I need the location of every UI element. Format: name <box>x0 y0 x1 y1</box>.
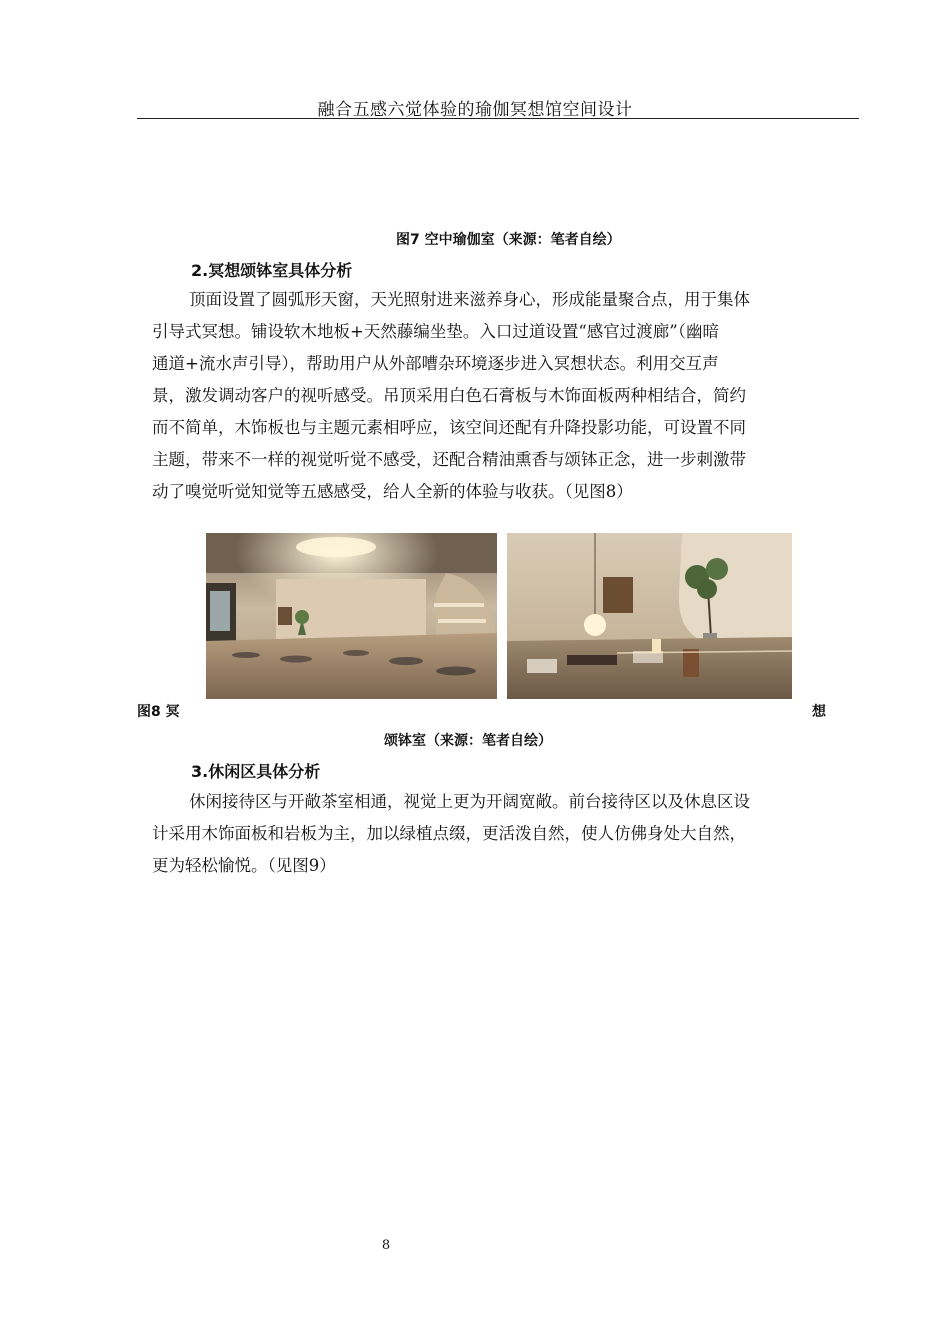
paragraph-line: 引导式冥想。铺设软木地板+天然藤编坐垫。入口过道设置“感官过渡廊”（幽暗 <box>152 322 719 341</box>
paragraph-line: 计采用木饰面板和岩板为主，加以绿植点缀，更活泼自然，使人仿佛身处大自然， <box>152 824 746 843</box>
section-3-heading: 3.休闲区具体分析 <box>191 762 321 781</box>
figure-8-caption-continued: 颂钵室（来源：笔者自绘） <box>384 733 552 749</box>
meditation-room-photo-right <box>507 533 792 699</box>
meditation-room-photo-left <box>206 533 497 699</box>
page-number: 8 <box>381 1238 391 1253</box>
paragraph-line: 顶面设置了圆弧形天窗，天光照射进来滋养身心，形成能量聚合点，用于集体 <box>189 290 750 309</box>
figure-8-caption-start: 图8 冥 <box>137 704 180 720</box>
section-3-paragraph <box>152 786 852 882</box>
header-rule <box>137 118 859 119</box>
section-2-heading: 2.冥想颂钵室具体分析 <box>191 261 353 280</box>
figure-7-caption: 图7 空中瑜伽室（来源：笔者自绘） <box>396 232 621 248</box>
figure-8-caption-end: 想 <box>812 704 826 720</box>
paragraph-line: 景，激发调动客户的视听感受。吊顶采用白色石膏板与木饰面板两种相结合，简约 <box>152 386 746 405</box>
paragraph-line: 更为轻松愉悦。（见图9） <box>152 856 336 875</box>
paragraph-line: 休闲接待区与开敞茶室相通，视觉上更为开阔宽敞。前台接待区以及休息区设 <box>189 792 750 811</box>
paragraph-line: 而不简单，木饰板也与主题元素相呼应，该空间还配有升降投影功能，可设置不同 <box>152 418 746 437</box>
paragraph-line: 通道+流水声引导），帮助用户从外部嘈杂环境逐步进入冥想状态。利用交互声 <box>152 354 719 373</box>
running-header-title: 融合五感六觉体验的瑜伽冥想馆空间设计 <box>317 100 633 120</box>
paragraph-line: 动了嗅觉听觉知觉等五感感受，给人全新的体验与收获。（见图8） <box>152 482 633 501</box>
section-2-paragraph <box>152 284 852 508</box>
paragraph-line: 主题，带来不一样的视觉听觉不感受，还配合精油熏香与颂钵正念，进一步刺激带 <box>152 450 746 469</box>
